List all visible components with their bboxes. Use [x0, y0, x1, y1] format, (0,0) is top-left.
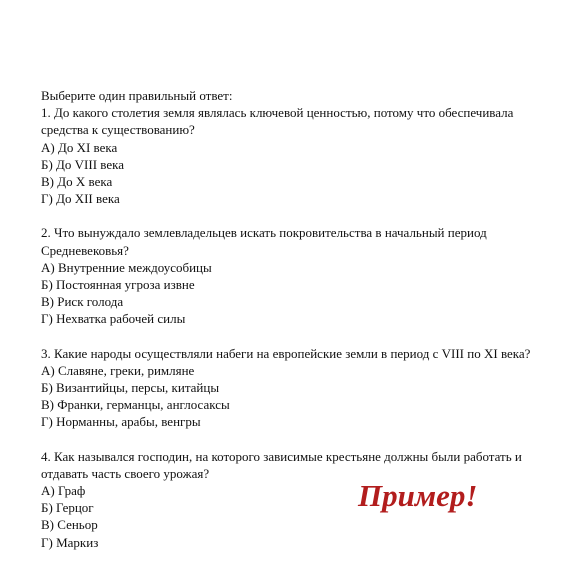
answer-option: Г) Норманны, арабы, венгры	[41, 414, 201, 430]
question-text-1: 1. До какого столетия земля являлась ключевой ценностью, потому что обеспечивала средства к существованию?	[41, 105, 514, 138]
question-spacer	[41, 207, 561, 224]
answer-option: Б) Постоянная угроза извне	[41, 277, 195, 293]
question-text-4: 4. Как назывался господин, на которого зависимые крестьяне должны были работать и отдавать часть своего урожая?	[41, 448, 522, 481]
question-text-2: 2. Что вынуждало землевладельцев искать покровительства в начальный период Средневековья?	[41, 225, 487, 258]
answer-option: А) Граф	[41, 483, 86, 499]
question-text-3: 3. Какие народы осуществляли набеги на европейские земли в период с VIII по XI века?	[41, 345, 531, 361]
example-stamp: Пример!	[358, 478, 478, 513]
question-spacer	[41, 328, 561, 345]
answer-option: А) Славяне, греки, римляне	[41, 362, 195, 378]
question-block-2	[41, 224, 561, 327]
answer-option: В) Сеньор	[41, 517, 98, 533]
question-spacer	[41, 431, 561, 448]
answer-option: А) Внутренние междоусобицы	[41, 259, 212, 275]
answer-option: Б) Византийцы, персы, китайцы	[41, 380, 220, 396]
answer-option: В) Франки, германцы, англосаксы	[41, 397, 230, 413]
question-block-1	[41, 104, 561, 207]
answer-option: Б) Герцог	[41, 500, 94, 516]
answer-option: Г) Маркиз	[41, 534, 99, 550]
question-block-3	[41, 345, 561, 431]
answer-option: Г) Нехватка рабочей силы	[41, 311, 186, 327]
answer-option: Б) До VIII века	[41, 156, 125, 172]
quiz-instruction: Выберите один правильный ответ:	[41, 88, 233, 103]
answer-option: В) Риск голода	[41, 294, 124, 310]
answer-option: А) До XI века	[41, 139, 118, 155]
answer-option: В) До X века	[41, 174, 113, 190]
answer-option: Г) До XII века	[41, 191, 120, 207]
question-block-4	[41, 448, 561, 551]
quiz-content	[41, 87, 561, 551]
